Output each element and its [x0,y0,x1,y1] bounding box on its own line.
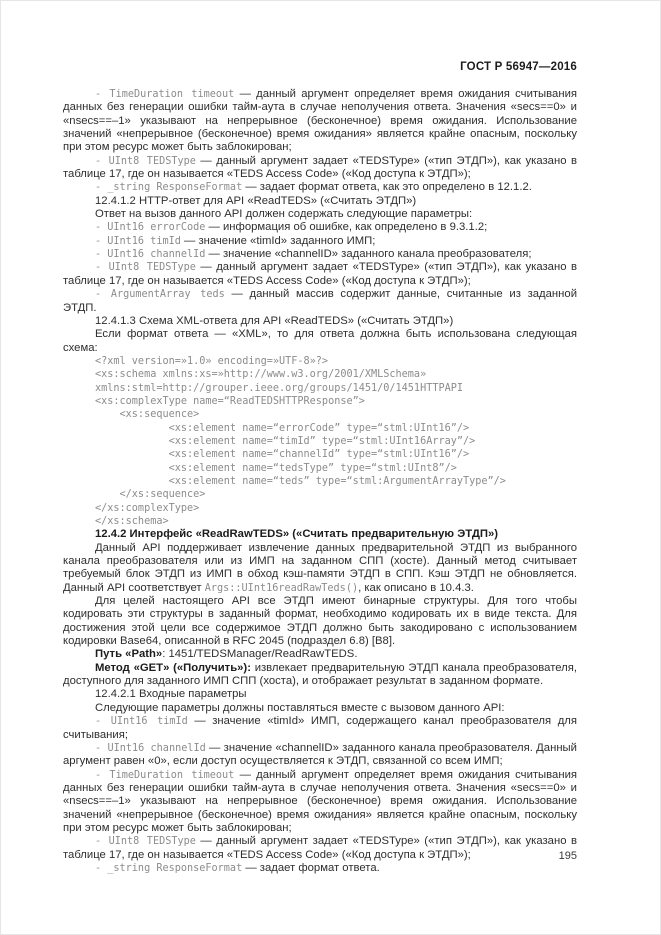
paragraph [63,542,577,595]
code-text: - UInt16 channelId [95,249,206,261]
code-text: <?xml version=»1.0» encoding=»UTF-8»?> [95,355,329,367]
code-text: - TimeDuration timeout [95,769,235,781]
text-run: — значение «channelID» заданного канала преобразователя. Данный аргумент равен «0», если доступ осуществляется к ЭТДП, связанной со всем ИМП; [63,741,577,768]
paragraph [63,195,577,208]
paragraph [63,648,577,661]
section-heading [63,528,577,541]
code-text: - UInt16 timId [95,716,188,728]
text-run: — задает формат ответа, как это определено в 12.1.2. [242,181,532,194]
paragraph [63,181,577,194]
code-text: <xs:schema xmlns:xs=»http://www.w3.org/2001/XMLSchema» [95,369,427,381]
code-text: Args::UInt16readRawTeds() [204,582,359,594]
code-text: <xs:element name=“channelId” type=“stml:UInt16”/> [168,449,470,461]
document-standard-number: ГОСТ Р 56947—2016 [460,61,577,73]
xml-code-line [95,382,577,395]
text-run: , как описано в 10.4.3. [358,581,474,594]
text-run: — задает формат ответа. [242,861,380,874]
page-number: 195 [558,850,577,862]
code-text: - UInt16 timId [95,235,181,247]
text-run: — данный аргумент задает «TEDSType» («тип ЭТДП»), как указано в таблице 17, где он называется «TEDS Access Code» («Код доступа к ЭТДП»); [63,835,577,861]
xml-code-line [95,355,577,368]
text-run: Путь «Path» [95,648,163,661]
xml-code-line [95,488,577,501]
code-text: - UInt8 TEDSType [95,155,196,167]
code-text: </xs:complexType> [95,502,200,514]
paragraph [63,221,577,234]
text-run: — значение «timId» ИМП, содержащего канал преобразователя для считывания; [63,715,578,741]
code-text: </xs:schema> [95,516,169,527]
paragraph [63,288,577,315]
text-run: 12.4.1.2 HTTP-ответ для API «ReadTEDS» («Считать ЭТДП») [95,194,417,207]
code-text: - UInt16 channelId [95,742,206,754]
xml-code-line [95,448,577,461]
paragraph [63,328,577,355]
text-run: — информация об ошибке, как определено в 9.3.1.2; [205,221,488,234]
text-run: Следующие параметры должны поставляться вместе с вызовом данного API: [95,701,505,714]
paragraph [63,702,577,715]
xml-code-line [95,395,577,408]
text-run: — данный массив содержит данные, считанные из заданной ЭТДП. [63,288,577,314]
xml-code-line [95,435,577,448]
code-text: - _string ResponseFormat [95,862,243,874]
text-run: — данный аргумент определяет время ожидания считывания данных без генерации ошибки тайм-аута в случае неполучения ответа. Значения «secs==0» и «nsecs==–1» указывают на непрерывное (бесконечное) время ожидания. Использование значений «непрерывное (бесконечное) время ожидания» является крайне опасным, поскольку при этом ресурс может быть заблокирован; [63,88,577,154]
code-text: <xs:element name=“tedsType” type=“stml:UInt8”/> [168,462,457,474]
xml-code-line [95,462,577,475]
text-run: Метод «GET» («Получить»): [95,661,251,674]
paragraph [63,315,577,328]
paragraph [63,248,577,261]
paragraph [63,715,577,742]
code-text: xmlns:stml=http://grouper.ieee.org/groups/1451/0/1451HTTPAPI [95,382,464,394]
text-run: Для целей настоящего API все ЭТДП имеют бинарные структуры. Для того чтобы кодировать эти структуры в заданный формат, необходимо кодировать их в виде текста. Для достижения этой цели все содержимое ЭТДП должно быть закодировано с использованием кодировки Base64, описанной в RFC 2045 (подраздел 6.8) [B8]. [63,595,577,648]
paragraph [63,688,577,701]
paragraph [63,742,577,769]
code-text: <xs:element name=“teds” type=“stml:ArgumentArrayType”/> [168,475,506,487]
text-run: извлекает предварительную ЭТДП канала преобразователя, доступного для заданного ИМП СПП (хоста), и отображает результат в заданном формате. [63,661,578,688]
paragraph [63,862,577,875]
paragraph [63,235,577,248]
text-run: : 1451/TEDSManager/ReadRawTEDS. [162,648,358,661]
text-run: — данный аргумент задает «TEDSType» («тип ЭТДП»), как указано в таблице 17, где он называется «TEDS Access Code» («Код доступа к ЭТДП»); [63,154,577,181]
paragraph [63,595,577,648]
page-body [63,88,577,875]
xml-code-line [95,408,577,421]
text-run: 12.4.1.3 Схема XML-ответа для API «ReadTEDS» («Считать ЭТДП») [95,314,454,327]
code-text: - ArgumentArray teds [95,289,225,301]
text-run: 12.4.2 Интерфейс «ReadRawTEDS» («Считать предварительную ЭТДП») [95,528,499,541]
code-text: <xs:complexType name=“ReadTEDSHTTPResponse”> [95,395,365,407]
text-run: — значение «channelID» заданного канала преобразователя; [205,248,532,261]
xml-code-line [95,515,577,528]
paragraph [63,835,577,862]
paragraph [63,769,577,836]
paragraph [63,261,577,288]
text-run: Данный API поддерживает извлечение данных предварительной ЭТДП из выбранного канала преобразователя или из ИМП на заданном СПП (хосте). Данный метод считывает требуемый блок ЭТДП из ИМП в обход кэш-памяти ЭТДП в СПП. Кэш ЭТДП не обновляется. Данный API соответствует [63,541,577,594]
xml-code-line [95,422,577,435]
text-run: — данный аргумент задает «TEDSType» («тип ЭТДП»), как указано в таблице 17, где он называется «TEDS Access Code» («Код доступа к ЭТДП»); [63,261,577,287]
paragraph [63,662,577,689]
xml-code-line [95,368,577,381]
code-text: <xs:element name=“timId” type=“stml:UInt16Array”/> [168,435,476,447]
code-text: - _string ResponseFormat [95,182,243,194]
code-text: - UInt8 TEDSType [95,262,196,274]
code-text: </xs:sequence> [119,489,206,501]
code-text: - UInt8 TEDSType [95,836,196,848]
text-run: — значение «timId» заданного ИМП; [180,234,376,247]
text-run: Если формат ответа — «XML», то для ответа должна быть использована следующая схема: [63,328,577,354]
text-run: Ответ на вызов данного API должен содержать следующие параметры: [95,208,473,221]
text-run: — данный аргумент определяет время ожидания считывания данных без генерации ошибки тайм-аута в случае неполучения ответа. Значения «secs==0» и «nsecs==–1» указывают на непрерывное (бесконечное) время ожидания. Использование значений «непрерывное (бесконечное) время ожидания» является крайне опасным, поскольку при этом ресурс может быть заблокирован; [63,768,577,834]
code-text: <xs:sequence> [119,409,200,421]
paragraph [63,208,577,221]
xml-code-line [95,502,577,515]
code-text: - UInt16 errorCode [95,222,206,234]
code-text: - TimeDuration timeout [95,89,235,100]
paragraph [63,88,577,155]
paragraph [63,155,577,182]
xml-code-line [95,475,577,488]
text-run: 12.4.2.1 Входные параметры [95,688,247,701]
code-text: <xs:element name=“errorCode” type=“stml:UInt16”/> [168,422,470,434]
